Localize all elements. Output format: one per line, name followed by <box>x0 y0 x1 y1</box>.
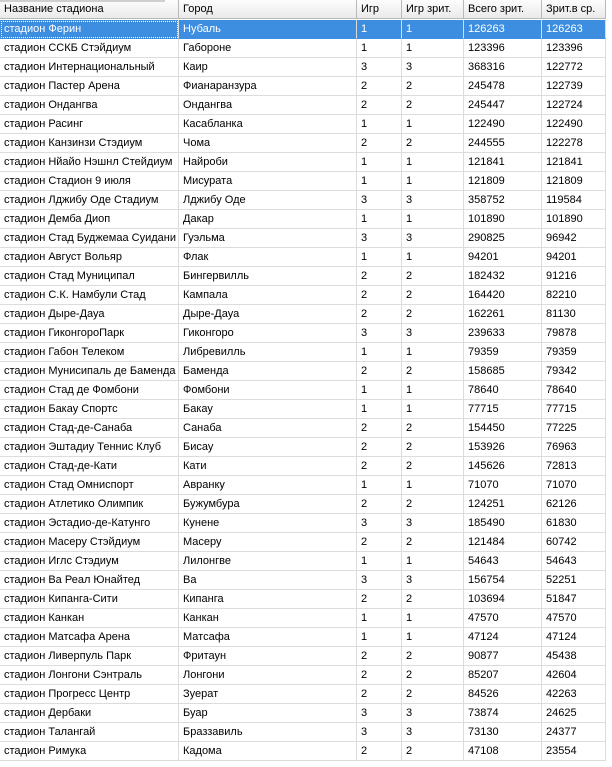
games-spectators-cell: 3 <box>402 229 464 248</box>
table-row[interactable] <box>0 628 612 647</box>
games-cell: 2 <box>357 685 402 704</box>
games-spectators-cell: 1 <box>402 476 464 495</box>
games-spectators-cell: 2 <box>402 362 464 381</box>
city-cell: Либревилль <box>179 343 357 362</box>
stadium-cell: стадион ССКБ Стэйдиум <box>0 39 179 58</box>
stadium-cell: стадион Мунисипаль де Баменда <box>0 362 179 381</box>
games-cell: 1 <box>357 381 402 400</box>
city-cell: Зуерат <box>179 685 357 704</box>
games-spectators-cell: 1 <box>402 172 464 191</box>
table-row[interactable] <box>0 286 612 305</box>
avg-spectators-cell: 72813 <box>542 457 606 476</box>
avg-spectators-cell: 61830 <box>542 514 606 533</box>
games-spectators-cell: 3 <box>402 514 464 533</box>
city-cell: Браззавиль <box>179 723 357 742</box>
avg-spectators-cell: 51847 <box>542 590 606 609</box>
stadium-cell: стадион Прогресс Центр <box>0 685 179 704</box>
games-spectators-cell: 2 <box>402 666 464 685</box>
games-spectators-cell: 1 <box>402 628 464 647</box>
games-spectators-cell: 3 <box>402 571 464 590</box>
avg-spectators-cell: 62126 <box>542 495 606 514</box>
games-cell: 2 <box>357 305 402 324</box>
games-cell: 2 <box>357 96 402 115</box>
stadium-cell: стадион Матсафа Арена <box>0 628 179 647</box>
avg-spectators-cell: 82210 <box>542 286 606 305</box>
avg-spectators-cell: 79342 <box>542 362 606 381</box>
city-cell: Дакар <box>179 210 357 229</box>
stadium-cell: стадион Ва Реал Юнайтед <box>0 571 179 590</box>
column-header-stadium[interactable]: Название стадиона <box>0 0 179 19</box>
games-cell: 1 <box>357 400 402 419</box>
total-spectators-cell: 368316 <box>464 58 542 77</box>
table-row[interactable] <box>0 210 612 229</box>
avg-spectators-cell: 52251 <box>542 571 606 590</box>
city-cell: Каир <box>179 58 357 77</box>
total-spectators-cell: 121809 <box>464 172 542 191</box>
avg-spectators-cell: 126263 <box>542 20 606 39</box>
games-spectators-cell: 2 <box>402 134 464 153</box>
city-cell: Бисау <box>179 438 357 457</box>
stadium-cell: стадион Демба Диоп <box>0 210 179 229</box>
avg-spectators-cell: 122278 <box>542 134 606 153</box>
table-row[interactable] <box>0 39 612 58</box>
games-spectators-cell: 3 <box>402 58 464 77</box>
total-spectators-cell: 126263 <box>464 20 542 39</box>
stadium-cell: стадион ГиконгороПарк <box>0 324 179 343</box>
games-cell: 1 <box>357 248 402 267</box>
column-header-games-spectators[interactable]: Игр зрит. <box>402 0 464 19</box>
total-spectators-cell: 156754 <box>464 571 542 590</box>
games-spectators-cell: 3 <box>402 191 464 210</box>
table-row[interactable] <box>0 324 612 343</box>
stadium-cell: стадион Габон Телеком <box>0 343 179 362</box>
city-cell: Бингервилль <box>179 267 357 286</box>
total-spectators-cell: 77715 <box>464 400 542 419</box>
games-cell: 2 <box>357 77 402 96</box>
table-row[interactable] <box>0 153 612 172</box>
games-spectators-cell: 1 <box>402 552 464 571</box>
avg-spectators-cell: 96942 <box>542 229 606 248</box>
city-cell: Авранку <box>179 476 357 495</box>
total-spectators-cell: 122490 <box>464 115 542 134</box>
city-cell: Лонгони <box>179 666 357 685</box>
stadium-cell: стадион Ферин <box>0 20 179 39</box>
avg-spectators-cell: 94201 <box>542 248 606 267</box>
games-spectators-cell: 2 <box>402 267 464 286</box>
games-cell: 3 <box>357 514 402 533</box>
games-cell: 3 <box>357 191 402 210</box>
games-cell: 2 <box>357 590 402 609</box>
stadium-cell: стадион Дыре-Дауа <box>0 305 179 324</box>
city-cell: Кунене <box>179 514 357 533</box>
table-row[interactable] <box>0 723 612 742</box>
games-spectators-cell: 3 <box>402 704 464 723</box>
table-row[interactable] <box>0 172 612 191</box>
total-spectators-cell: 121484 <box>464 533 542 552</box>
table-row[interactable] <box>0 305 612 324</box>
stadium-cell: стадион Стад Буджемаа Суидани <box>0 229 179 248</box>
games-spectators-cell: 2 <box>402 438 464 457</box>
avg-spectators-cell: 101890 <box>542 210 606 229</box>
stadium-cell: стадион Масеру Стэйдиум <box>0 533 179 552</box>
games-spectators-cell: 1 <box>402 210 464 229</box>
table-row[interactable] <box>0 77 612 96</box>
avg-spectators-cell: 122724 <box>542 96 606 115</box>
stadium-cell: стадион Дербаки <box>0 704 179 723</box>
table-row[interactable] <box>0 20 612 39</box>
city-cell: Лилонгве <box>179 552 357 571</box>
stadium-cell: стадион Талангай <box>0 723 179 742</box>
table-row[interactable] <box>0 381 612 400</box>
stadium-cell: стадион Стад Омниспорт <box>0 476 179 495</box>
table-row[interactable] <box>0 609 612 628</box>
city-cell: Бужумбура <box>179 495 357 514</box>
avg-spectators-cell: 42604 <box>542 666 606 685</box>
games-spectators-cell: 1 <box>402 153 464 172</box>
stadium-cell: стадион Лджибу Оде Стадиум <box>0 191 179 210</box>
table-row[interactable] <box>0 438 612 457</box>
games-cell: 1 <box>357 628 402 647</box>
total-spectators-cell: 145626 <box>464 457 542 476</box>
table-row[interactable] <box>0 134 612 153</box>
avg-spectators-cell: 45438 <box>542 647 606 666</box>
total-spectators-cell: 239633 <box>464 324 542 343</box>
table-row[interactable] <box>0 400 612 419</box>
games-spectators-cell: 2 <box>402 77 464 96</box>
stadium-cell: стадион Эстадио-де-Катунго <box>0 514 179 533</box>
table-row[interactable] <box>0 229 612 248</box>
city-cell: Кампала <box>179 286 357 305</box>
city-cell: Буар <box>179 704 357 723</box>
stadium-cell: стадион Пастер Арена <box>0 77 179 96</box>
avg-spectators-cell: 47124 <box>542 628 606 647</box>
games-cell: 1 <box>357 609 402 628</box>
total-spectators-cell: 123396 <box>464 39 542 58</box>
stadium-cell: стадион Атлетико Олимпик <box>0 495 179 514</box>
table-row[interactable] <box>0 248 612 267</box>
table-row[interactable] <box>0 533 612 552</box>
games-spectators-cell: 1 <box>402 609 464 628</box>
table-row[interactable] <box>0 666 612 685</box>
games-cell: 2 <box>357 647 402 666</box>
total-spectators-cell: 182432 <box>464 267 542 286</box>
total-spectators-cell: 47108 <box>464 742 542 761</box>
table-row[interactable] <box>0 476 612 495</box>
table-row[interactable] <box>0 96 612 115</box>
column-header-total-spectators[interactable]: Всего зрит. <box>464 0 542 19</box>
table-row[interactable] <box>0 191 612 210</box>
stadium-cell: стадион Расинг <box>0 115 179 134</box>
games-cell: 3 <box>357 229 402 248</box>
games-cell: 1 <box>357 172 402 191</box>
table-row[interactable] <box>0 419 612 438</box>
stadium-cell: стадион Стад-де-Санаба <box>0 419 179 438</box>
total-spectators-cell: 185490 <box>464 514 542 533</box>
avg-spectators-cell: 123396 <box>542 39 606 58</box>
table-row[interactable] <box>0 495 612 514</box>
city-cell: Кипанга <box>179 590 357 609</box>
city-cell: Ва <box>179 571 357 590</box>
total-spectators-cell: 85207 <box>464 666 542 685</box>
games-cell: 2 <box>357 267 402 286</box>
stadium-cell: стадион Август Вольяр <box>0 248 179 267</box>
total-spectators-cell: 78640 <box>464 381 542 400</box>
table-row[interactable] <box>0 267 612 286</box>
games-cell: 1 <box>357 20 402 39</box>
avg-spectators-cell: 121841 <box>542 153 606 172</box>
total-spectators-cell: 162261 <box>464 305 542 324</box>
avg-spectators-cell: 91216 <box>542 267 606 286</box>
games-cell: 1 <box>357 115 402 134</box>
table-row[interactable] <box>0 343 612 362</box>
games-spectators-cell: 2 <box>402 533 464 552</box>
city-cell: Матсафа <box>179 628 357 647</box>
avg-spectators-cell: 60742 <box>542 533 606 552</box>
avg-spectators-cell: 78640 <box>542 381 606 400</box>
table-row[interactable] <box>0 704 612 723</box>
total-spectators-cell: 47124 <box>464 628 542 647</box>
table-row[interactable] <box>0 58 612 77</box>
games-cell: 2 <box>357 666 402 685</box>
avg-spectators-cell: 24625 <box>542 704 606 723</box>
games-cell: 3 <box>357 704 402 723</box>
city-cell: Мисурата <box>179 172 357 191</box>
city-cell: Ондангва <box>179 96 357 115</box>
games-cell: 3 <box>357 58 402 77</box>
total-spectators-cell: 84526 <box>464 685 542 704</box>
city-cell: Лджибу Оде <box>179 191 357 210</box>
total-spectators-cell: 54643 <box>464 552 542 571</box>
avg-spectators-cell: 122772 <box>542 58 606 77</box>
stadium-cell: стадион Эштадиу Теннис Клуб <box>0 438 179 457</box>
total-spectators-cell: 47570 <box>464 609 542 628</box>
games-spectators-cell: 2 <box>402 96 464 115</box>
city-cell: Дыре-Дауа <box>179 305 357 324</box>
avg-spectators-cell: 77715 <box>542 400 606 419</box>
stadium-cell: стадион Стад-де-Кати <box>0 457 179 476</box>
games-cell: 1 <box>357 39 402 58</box>
games-cell: 2 <box>357 419 402 438</box>
games-cell: 2 <box>357 457 402 476</box>
table-row[interactable] <box>0 647 612 666</box>
header-top-strip <box>0 0 165 2</box>
games-spectators-cell: 1 <box>402 115 464 134</box>
total-spectators-cell: 245478 <box>464 77 542 96</box>
avg-spectators-cell: 77225 <box>542 419 606 438</box>
city-cell: Санаба <box>179 419 357 438</box>
avg-spectators-cell: 79359 <box>542 343 606 362</box>
city-cell: Фианаранзура <box>179 77 357 96</box>
column-header-city[interactable]: Город <box>179 0 357 19</box>
city-cell: Чома <box>179 134 357 153</box>
games-spectators-cell: 1 <box>402 20 464 39</box>
games-cell: 1 <box>357 552 402 571</box>
stadium-cell: стадион С.К. Намбули Стад <box>0 286 179 305</box>
games-spectators-cell: 2 <box>402 685 464 704</box>
games-spectators-cell: 3 <box>402 723 464 742</box>
total-spectators-cell: 164420 <box>464 286 542 305</box>
stadium-cell: стадион Интернациональный <box>0 58 179 77</box>
total-spectators-cell: 154450 <box>464 419 542 438</box>
avg-spectators-cell: 47570 <box>542 609 606 628</box>
avg-spectators-cell: 24377 <box>542 723 606 742</box>
city-cell: Гуэльма <box>179 229 357 248</box>
table-row[interactable] <box>0 457 612 476</box>
column-header-games[interactable]: Игр <box>357 0 402 19</box>
games-spectators-cell: 2 <box>402 286 464 305</box>
stadium-cell: стадион Римука <box>0 742 179 761</box>
stadium-cell: стадион Кипанга-Сити <box>0 590 179 609</box>
total-spectators-cell: 94201 <box>464 248 542 267</box>
avg-spectators-cell: 119584 <box>542 191 606 210</box>
games-cell: 3 <box>357 324 402 343</box>
avg-spectators-cell: 42263 <box>542 685 606 704</box>
stadium-cell: стадион Канзинзи Стэдиум <box>0 134 179 153</box>
total-spectators-cell: 71070 <box>464 476 542 495</box>
total-spectators-cell: 90877 <box>464 647 542 666</box>
total-spectators-cell: 73874 <box>464 704 542 723</box>
total-spectators-cell: 245447 <box>464 96 542 115</box>
games-spectators-cell: 2 <box>402 495 464 514</box>
avg-spectators-cell: 81130 <box>542 305 606 324</box>
table-body <box>0 20 612 761</box>
stadium-cell: стадион Нйайо Нэшнл Стейдиум <box>0 153 179 172</box>
table-row[interactable] <box>0 742 612 761</box>
stadium-cell: стадион Стад Муниципал <box>0 267 179 286</box>
games-spectators-cell: 1 <box>402 248 464 267</box>
table-row[interactable] <box>0 571 612 590</box>
games-cell: 3 <box>357 723 402 742</box>
table-row[interactable] <box>0 115 612 134</box>
avg-spectators-cell: 76963 <box>542 438 606 457</box>
avg-spectators-cell: 79878 <box>542 324 606 343</box>
games-spectators-cell: 2 <box>402 457 464 476</box>
total-spectators-cell: 103694 <box>464 590 542 609</box>
stadium-cell: стадион Лонгони Сэнтраль <box>0 666 179 685</box>
stadium-cell: стадион Иглс Стэдиум <box>0 552 179 571</box>
table-row[interactable] <box>0 552 612 571</box>
total-spectators-cell: 73130 <box>464 723 542 742</box>
games-spectators-cell: 2 <box>402 742 464 761</box>
games-cell: 2 <box>357 742 402 761</box>
games-cell: 2 <box>357 495 402 514</box>
total-spectators-cell: 124251 <box>464 495 542 514</box>
stadium-cell: стадион Ливерпуль Парк <box>0 647 179 666</box>
stadium-cell: стадион Стад де Фомбони <box>0 381 179 400</box>
city-cell: Канкан <box>179 609 357 628</box>
total-spectators-cell: 290825 <box>464 229 542 248</box>
city-cell: Кати <box>179 457 357 476</box>
games-cell: 3 <box>357 571 402 590</box>
city-cell: Касабланка <box>179 115 357 134</box>
avg-spectators-cell: 122739 <box>542 77 606 96</box>
total-spectators-cell: 79359 <box>464 343 542 362</box>
city-cell: Масеру <box>179 533 357 552</box>
games-spectators-cell: 1 <box>402 39 464 58</box>
avg-spectators-cell: 122490 <box>542 115 606 134</box>
games-spectators-cell: 2 <box>402 419 464 438</box>
total-spectators-cell: 101890 <box>464 210 542 229</box>
stadium-cell: стадион Канкан <box>0 609 179 628</box>
avg-spectators-cell: 23554 <box>542 742 606 761</box>
city-cell: Кадома <box>179 742 357 761</box>
games-spectators-cell: 2 <box>402 590 464 609</box>
city-cell: Фомбони <box>179 381 357 400</box>
city-cell: Нубаль <box>179 20 357 39</box>
total-spectators-cell: 153926 <box>464 438 542 457</box>
stadium-cell: стадион Бакау Спортс <box>0 400 179 419</box>
avg-spectators-cell: 54643 <box>542 552 606 571</box>
column-header-avg-spectators[interactable]: Зрит.в ср. <box>542 0 606 19</box>
city-cell: Бакау <box>179 400 357 419</box>
stadium-cell: стадион Стадион 9 июля <box>0 172 179 191</box>
city-cell: Найроби <box>179 153 357 172</box>
table-row[interactable] <box>0 514 612 533</box>
stadium-cell: стадион Ондангва <box>0 96 179 115</box>
city-cell: Флак <box>179 248 357 267</box>
total-spectators-cell: 158685 <box>464 362 542 381</box>
total-spectators-cell: 244555 <box>464 134 542 153</box>
avg-spectators-cell: 121809 <box>542 172 606 191</box>
games-spectators-cell: 1 <box>402 381 464 400</box>
games-spectators-cell: 2 <box>402 647 464 666</box>
table-row[interactable] <box>0 590 612 609</box>
games-cell: 2 <box>357 533 402 552</box>
games-cell: 1 <box>357 476 402 495</box>
total-spectators-cell: 121841 <box>464 153 542 172</box>
games-cell: 1 <box>357 343 402 362</box>
games-spectators-cell: 1 <box>402 400 464 419</box>
games-cell: 1 <box>357 153 402 172</box>
avg-spectators-cell: 71070 <box>542 476 606 495</box>
games-spectators-cell: 1 <box>402 343 464 362</box>
games-cell: 1 <box>357 210 402 229</box>
city-cell: Фритаун <box>179 647 357 666</box>
city-cell: Баменда <box>179 362 357 381</box>
games-spectators-cell: 2 <box>402 305 464 324</box>
city-cell: Гиконгоро <box>179 324 357 343</box>
games-cell: 2 <box>357 362 402 381</box>
games-cell: 2 <box>357 438 402 457</box>
games-cell: 2 <box>357 286 402 305</box>
table-row[interactable] <box>0 685 612 704</box>
total-spectators-cell: 358752 <box>464 191 542 210</box>
table-header <box>0 0 612 20</box>
table-row[interactable] <box>0 362 612 381</box>
games-spectators-cell: 3 <box>402 324 464 343</box>
games-cell: 2 <box>357 134 402 153</box>
city-cell: Габороне <box>179 39 357 58</box>
